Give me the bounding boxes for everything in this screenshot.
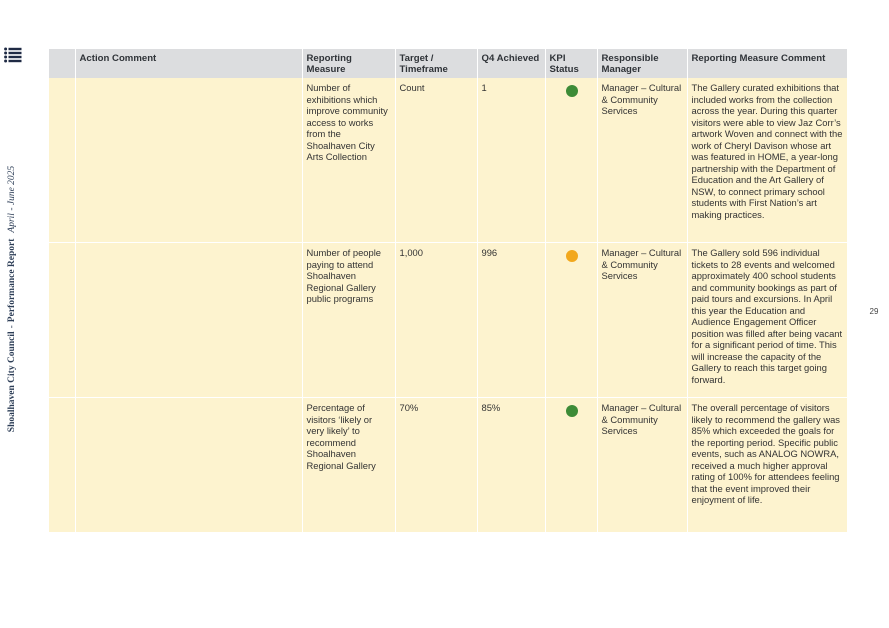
- page-number: 29: [869, 307, 879, 316]
- reporting-measure-cell: Percentage of visitors ‘likely or very likely’ to recommend Shoalhaven Regional Gallery: [302, 398, 395, 533]
- responsible-manager-cell: Manager – Cultural & Community Services: [597, 398, 687, 533]
- kpi-status-green-icon: [566, 405, 578, 417]
- row-blank-cell: [49, 398, 75, 533]
- kpi-status-cell: [545, 398, 597, 533]
- side-title-report: Performance Report: [7, 238, 17, 323]
- header-q4-achieved: Q4 Achieved: [477, 49, 545, 78]
- reporting-measure-cell: Number of people paying to attend Shoalhaven Regional Gallery public programs: [302, 243, 395, 398]
- document-side-title: Shoalhaven City Council-Performance ReportApril - June 2025: [7, 165, 17, 433]
- target-cell: 70%: [395, 398, 477, 533]
- measure-comment-cell: The Gallery sold 596 individual tickets to 28 events and welcomed approximately 400 school students and community bookings as part of paid tours and excursions. In April this year the Education and Audience Engagement Officer position was filled after being vacant for a significant period of time. This will increase the capacity of the Gallery to reach this target going forward.: [687, 243, 847, 398]
- table-row: [49, 243, 847, 398]
- table-header-row: [49, 49, 847, 78]
- action-comment-cell: [75, 243, 302, 398]
- action-comment-cell: [75, 78, 302, 243]
- header-kpi-status: KPI Status: [545, 49, 597, 78]
- kpi-status-cell: [545, 78, 597, 243]
- action-comment-cell: [75, 398, 302, 533]
- responsible-manager-cell: Manager – Cultural & Community Services: [597, 78, 687, 243]
- table-row: [49, 78, 847, 243]
- reporting-measure-cell: Number of exhibitions which improve community access to works from the Shoalhaven City Arts Collection: [302, 78, 395, 243]
- kpi-status-green-icon: [566, 85, 578, 97]
- header-measure-comment: Reporting Measure Comment: [687, 49, 847, 78]
- kpi-status-cell: [545, 243, 597, 398]
- table-of-contents-icon[interactable]: [4, 47, 22, 63]
- q4-achieved-cell: 996: [477, 243, 545, 398]
- header-responsible-manager: Responsible Manager: [597, 49, 687, 78]
- measure-comment-cell: The Gallery curated exhibitions that included works from the collection across the year. During this quarter visitors were able to view Jaz Corr’s artwork Woven and connect with the work of Cheryl Davison whose art was featured in HOME, a year-long partnership with the Department of Education and the Art Gallery of NSW, to connect primary school students with First Nation’s art making practices.: [687, 78, 847, 243]
- row-blank-cell: [49, 78, 75, 243]
- header-action-comment: Action Comment: [75, 49, 302, 78]
- kpi-table: [49, 49, 847, 532]
- table-row: [49, 398, 847, 533]
- row-blank-cell: [49, 243, 75, 398]
- side-title-org: Shoalhaven City Council: [7, 331, 17, 433]
- header-reporting-measure: Reporting Measure: [302, 49, 395, 78]
- target-cell: 1,000: [395, 243, 477, 398]
- side-title-period: April - June 2025: [7, 165, 17, 233]
- header-blank: [49, 49, 75, 78]
- header-target: Target / Timeframe: [395, 49, 477, 78]
- responsible-manager-cell: Manager – Cultural & Community Services: [597, 243, 687, 398]
- q4-achieved-cell: 85%: [477, 398, 545, 533]
- q4-achieved-cell: 1: [477, 78, 545, 243]
- target-cell: Count: [395, 78, 477, 243]
- measure-comment-cell: The overall percentage of visitors likely to recommend the gallery was 85% which exceeded the goals for the reporting period. Specific public events, such as ANALOG NOWRA, received a much higher approval rating of 100% for attendees feeling that the event improved their enjoyment of life.: [687, 398, 847, 533]
- kpi-status-amber-icon: [566, 250, 578, 262]
